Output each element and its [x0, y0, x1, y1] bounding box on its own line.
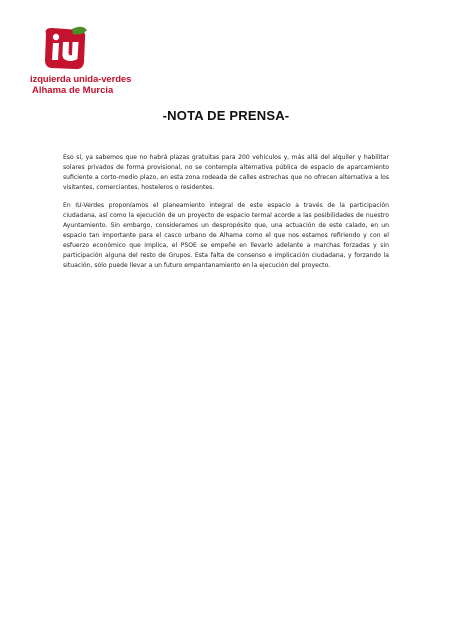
- brand-line-1: izquierda unida-verdes: [30, 74, 132, 85]
- logo: [30, 26, 130, 96]
- page-title: -NOTA DE PRENSA-: [162, 108, 290, 123]
- brand-line-2: Alhama de Murcia: [32, 85, 114, 96]
- paragraph-2: En IU-Verdes proponíamos el planeamiento integral de este espacio a través de la participación ciudadana, así como la ejecución de un proyecto de espacio termal acorde a las posibilidades de nuestro Ayuntamiento. Sin embargo, consideramos un despropósito que, una actuación de este calado, en un espacio tan importante para el casco urbano de Alhama como el que nos estamos refiriendo y con el esfuerzo económico que implica, el PSOE se empeñe en llevarlo adelante a marchas forzadas y sin participación alguna del resto de Grupos. Esta falta de consenso e implicación ciudadana, y forzando la situación, sólo puede llevar a un futuro empantanamiento en la ejecución del proyecto.: [63, 202, 389, 269]
- paragraph-1: Eso sí, ya sabemos que no habrá plazas gratuitas para 200 vehículos y, más allá del alquiler y habilitar solares privados de forma provisional, no se contempla alternativa pública de espacio de aparcamiento suficiente a corto-medio plazo, en esta zona rodeada de calles estrechas que no ofrecen alternativa a los visitantes, comerciantes, hosteleros o residentes.: [63, 154, 389, 191]
- iu-logo-mark-icon: [42, 26, 88, 72]
- press-release-body: [63, 153, 389, 279]
